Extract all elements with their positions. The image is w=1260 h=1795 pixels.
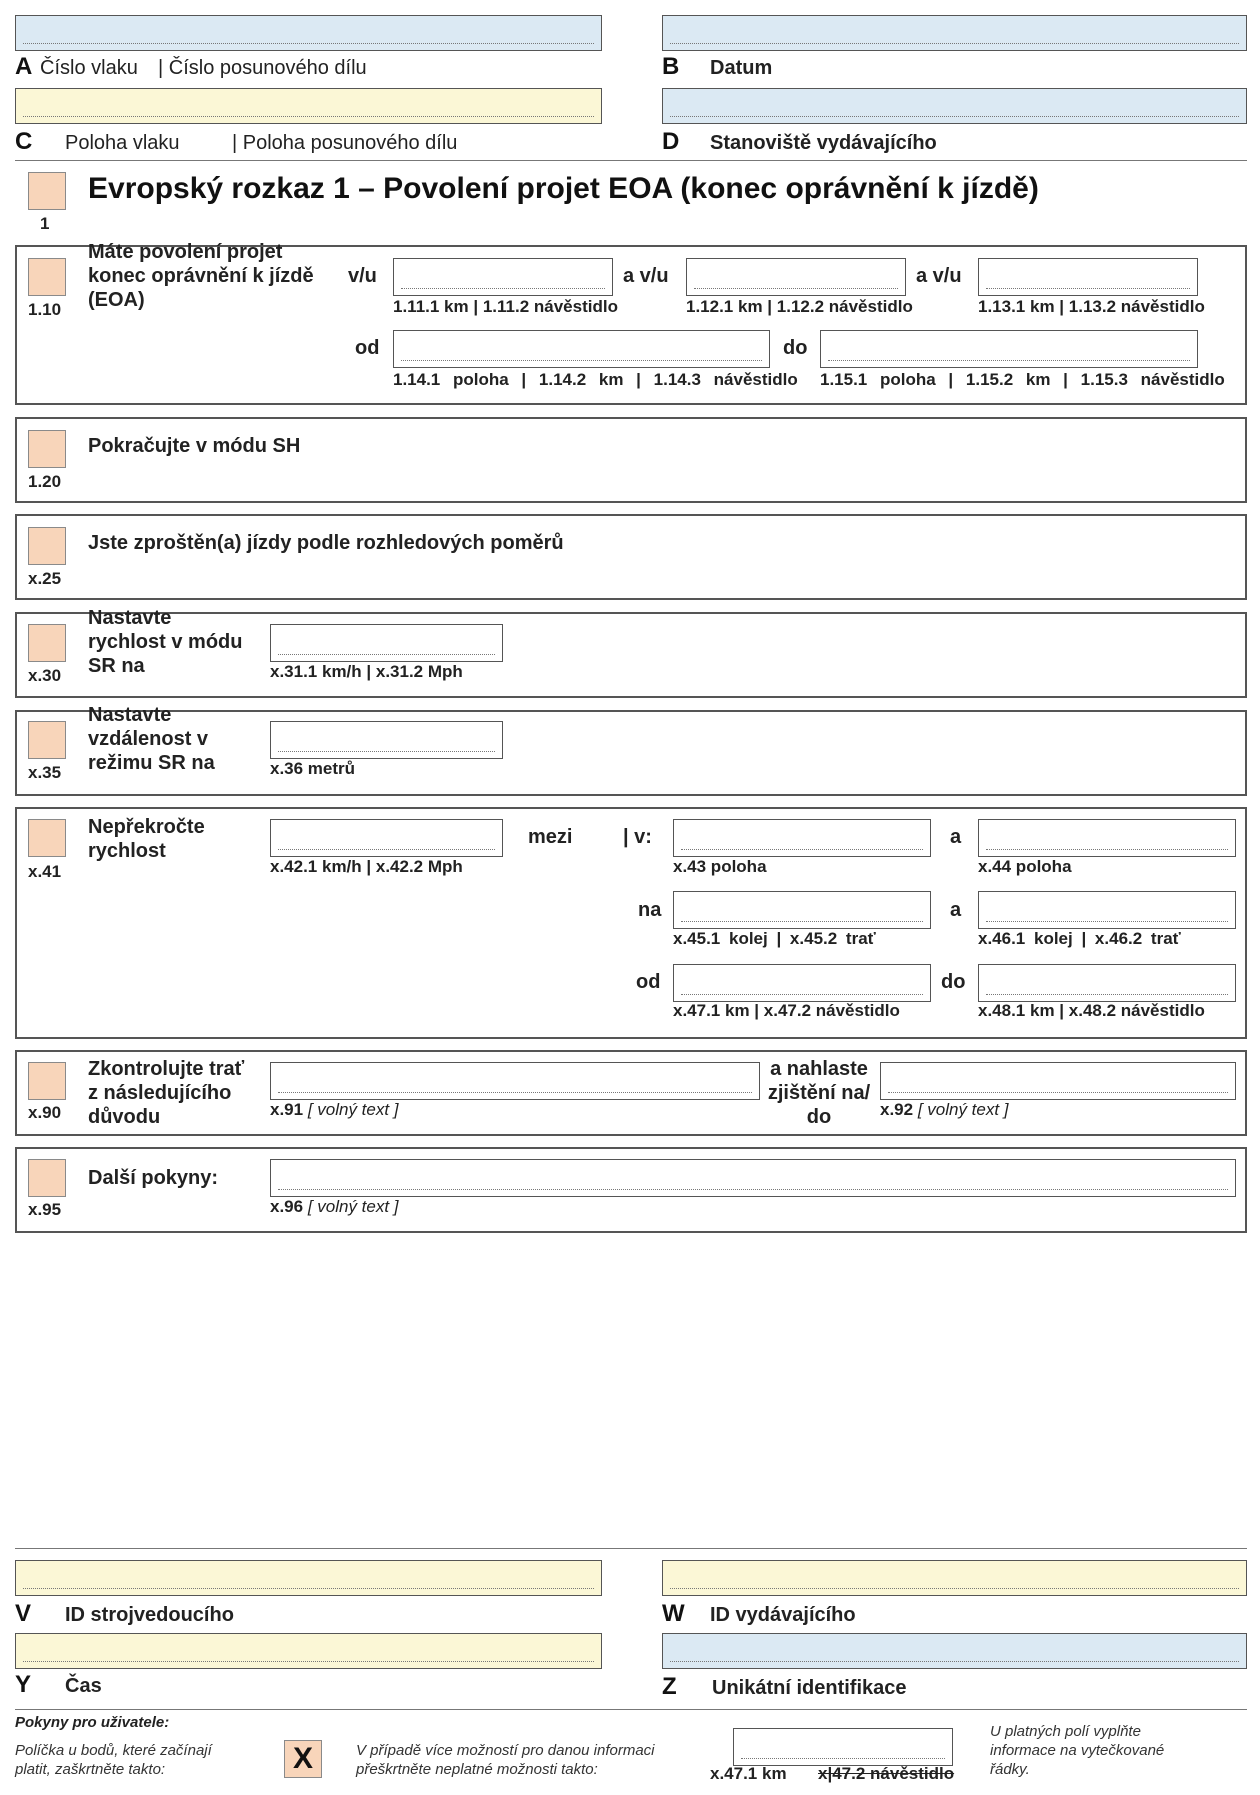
checkbox-1-10[interactable] [28,258,66,296]
code-x-35: x.35 [28,763,62,782]
label-mezi: mezi [528,826,573,848]
field-x-42[interactable] [270,819,503,857]
train-position-field[interactable] [15,88,602,124]
label-vu: v/u [348,265,377,287]
issuer-id-label: ID vydávajícího [710,1604,856,1626]
sub-x-36: x.36 metrů [270,759,356,778]
label-x-41-line1: Nepřekročte [88,816,205,838]
instructions-check-line1: Políčka u bodů, které začínají [15,1742,212,1759]
order-checkbox[interactable] [28,172,66,210]
strike-example-sub-km: x.47.1 km [710,1764,787,1783]
label-a-41-2: a [950,899,962,921]
label-od-41: od [636,971,661,993]
label-x-35-line1: Nastavte [88,704,172,726]
sub-x-48: x.48.1 km | x.48.2 návěstidlo [978,1001,1205,1020]
checkbox-x-25[interactable] [28,527,66,565]
code-1-10: 1.10 [28,300,62,319]
driver-id-label: ID strojvedoucího [65,1604,234,1626]
label-1-10-line1: Máte povolení projet [88,241,283,263]
label-a-41-1: a [950,826,962,848]
field-letter-w: W [662,1600,685,1627]
sub-x-96 [270,1197,399,1217]
instructions-dotted-line2: informace na vytečkované [990,1742,1165,1759]
checkbox-x-95[interactable] [28,1159,66,1197]
sub-x-91-free: [ volný text ] [307,1100,399,1119]
field-x-31[interactable] [270,624,503,662]
sub-x-91 [270,1100,399,1120]
field-x-44[interactable] [978,819,1236,857]
sub-x-91-code: x.91 [270,1100,304,1119]
checked-example-box [284,1740,322,1778]
label-x-90-line2: z následujícího [88,1082,232,1104]
label-do-41: do [941,971,966,993]
sub-x-92-code: x.92 [880,1100,914,1119]
checkbox-x-90[interactable] [28,1062,66,1100]
label-1-10-line2: konec oprávnění k jízdě [88,265,314,287]
time-field[interactable] [15,1633,602,1669]
label-report-line2: zjištění na/ [767,1082,871,1104]
field-x-96[interactable] [270,1159,1236,1197]
field-x-45[interactable] [673,891,931,929]
field-1-11[interactable] [393,258,613,296]
checkbox-x-35[interactable] [28,721,66,759]
sub-x-44: x.44 poloha [978,857,1072,876]
label-x-30-line2: rychlost v módu [88,631,243,653]
section-x-25 [15,514,1247,600]
instructions-dotted-line1: U platných polí vyplňte [990,1723,1141,1740]
field-1-13[interactable] [978,258,1198,296]
field-1-15[interactable] [820,330,1198,368]
label-report-line3: do [806,1106,832,1128]
label-v: | v: [623,826,652,848]
field-1-14[interactable] [393,330,770,368]
shunting-unit-number-label: | Číslo posunového dílu [158,57,367,79]
label-do-1-10: do [783,337,808,359]
label-x-35-line2: vzdálenost v [88,728,209,750]
sub-x-47: x.47.1 km | x.47.2 návěstidlo [673,1001,900,1020]
sub-x-42: x.42.1 km/h | x.42.2 Mph [270,857,463,876]
label-x-25: Jste zproštěn(a) jízdy podle rozhledových poměrů [88,532,564,554]
field-letter-a: A [15,53,33,80]
sub-x-43: x.43 poloha [673,857,767,876]
checkbox-x-30[interactable] [28,624,66,662]
field-letter-v: V [15,1600,32,1627]
field-x-92[interactable] [880,1062,1236,1100]
field-x-47[interactable] [673,964,931,1002]
label-avu-2: a v/u [916,265,962,287]
unique-id-field[interactable] [662,1633,1247,1669]
section-1-20 [15,417,1247,503]
instructions-divider [15,1709,1247,1710]
field-letter-z: Z [662,1673,677,1700]
field-1-12[interactable] [686,258,906,296]
label-x-30-line3: SR na [88,655,145,677]
label-x-90-line1: Zkontrolujte trať [88,1058,245,1080]
label-report-line1: a nahlaste [770,1058,868,1080]
shunting-unit-position-text: Poloha posunového dílu [242,132,458,154]
checkbox-x-41[interactable] [28,819,66,857]
sub-1-11: 1.11.1 km | 1.11.2 návěstidlo [393,297,618,316]
field-x-36[interactable] [270,721,503,759]
shunting-unit-number-text: Číslo posunového dílu [168,57,367,79]
shunting-unit-position-label: | Poloha posunového dílu [232,132,458,154]
field-letter-d: D [662,128,680,155]
train-position-label: Poloha vlaku [65,132,180,154]
section-x-30 [15,612,1247,698]
label-x-41-line2: rychlost [88,840,166,862]
sub-x-92 [880,1100,1009,1120]
label-x-90-line3: důvodu [88,1106,161,1128]
instructions-check-line2: platit, zaškrtněte takto: [15,1761,166,1778]
code-x-30: x.30 [28,666,62,685]
label-1-10-line3: (EOA) [88,289,145,311]
code-x-41: x.41 [28,862,62,881]
label-od-1-10: od [355,337,380,359]
code-1-20: 1.20 [28,472,62,491]
checkbox-1-20[interactable] [28,430,66,468]
label-na: na [638,899,662,921]
instructions-title: Pokyny pro uživatele: [15,1714,170,1731]
label-avu-1: a v/u [623,265,669,287]
sub-x-31: x.31.1 km/h | x.31.2 Mph [270,662,463,681]
field-letter-c: C [15,128,33,155]
label-x-30-line1: Nastavte [88,607,172,629]
instructions-strike-line2: přeškrtněte neplatné možnosti takto: [356,1761,598,1778]
field-letter-b: B [662,53,680,80]
form-title: Evropský rozkaz 1 – Povolení projet EOA (konec oprávnění k jízdě) [88,172,1039,205]
issuer-id-field[interactable] [662,1560,1247,1596]
field-x-91[interactable] [270,1062,760,1100]
issuer-station-field[interactable] [662,88,1247,124]
issuer-station-label: Stanoviště vydávajícího [710,132,937,154]
code-x-95: x.95 [28,1200,62,1219]
label-1-20: Pokračujte v módu SH [88,435,301,457]
sub-1-13: 1.13.1 km | 1.13.2 návěstidlo [978,297,1205,316]
sub-1-14: 1.14.1 poloha | 1.14.2 km | 1.14.3 návěstidlo [393,370,798,389]
date-label: Datum [710,57,773,79]
strike-example-sub-signal: x|47.2 návěstidlo [818,1764,955,1783]
sub-x-92-free: [ volný text ] [917,1100,1009,1119]
header-divider [15,160,1247,161]
train-number-field[interactable] [15,15,602,51]
unique-id-label: Unikátní identifikace [712,1677,907,1699]
train-number-label: Číslo vlaku [40,57,138,79]
sub-1-15: 1.15.1 poloha | 1.15.2 km | 1.15.3 návěstidlo [820,370,1225,389]
instructions-strike-line1: V případě více možností pro danou informaci [356,1742,655,1759]
footer-divider [15,1548,1247,1549]
label-x-95: Další pokyny: [88,1167,219,1189]
sub-x-96-code: x.96 [270,1197,304,1216]
x-mark: X [292,1742,313,1775]
order-code: 1 [40,214,50,233]
driver-id-field[interactable] [15,1560,602,1596]
instructions-dotted-line3: řádky. [990,1761,1030,1778]
time-label: Čas [65,1675,102,1697]
field-x-43[interactable] [673,819,931,857]
sub-x-45: x.45.1 kolej | x.45.2 trať [673,929,876,948]
label-x-35-line3: režimu SR na [88,752,215,774]
code-x-25: x.25 [28,569,62,588]
sub-x-96-free: [ volný text ] [307,1197,399,1216]
sub-1-12: 1.12.1 km | 1.12.2 návěstidlo [686,297,913,316]
sub-x-46: x.46.1 kolej | x.46.2 trať [978,929,1181,948]
field-x-46[interactable] [978,891,1236,929]
code-x-90: x.90 [28,1103,62,1122]
field-x-48[interactable] [978,964,1236,1002]
field-letter-y: Y [15,1671,32,1698]
date-field[interactable] [662,15,1247,51]
strike-example-field [733,1728,953,1766]
